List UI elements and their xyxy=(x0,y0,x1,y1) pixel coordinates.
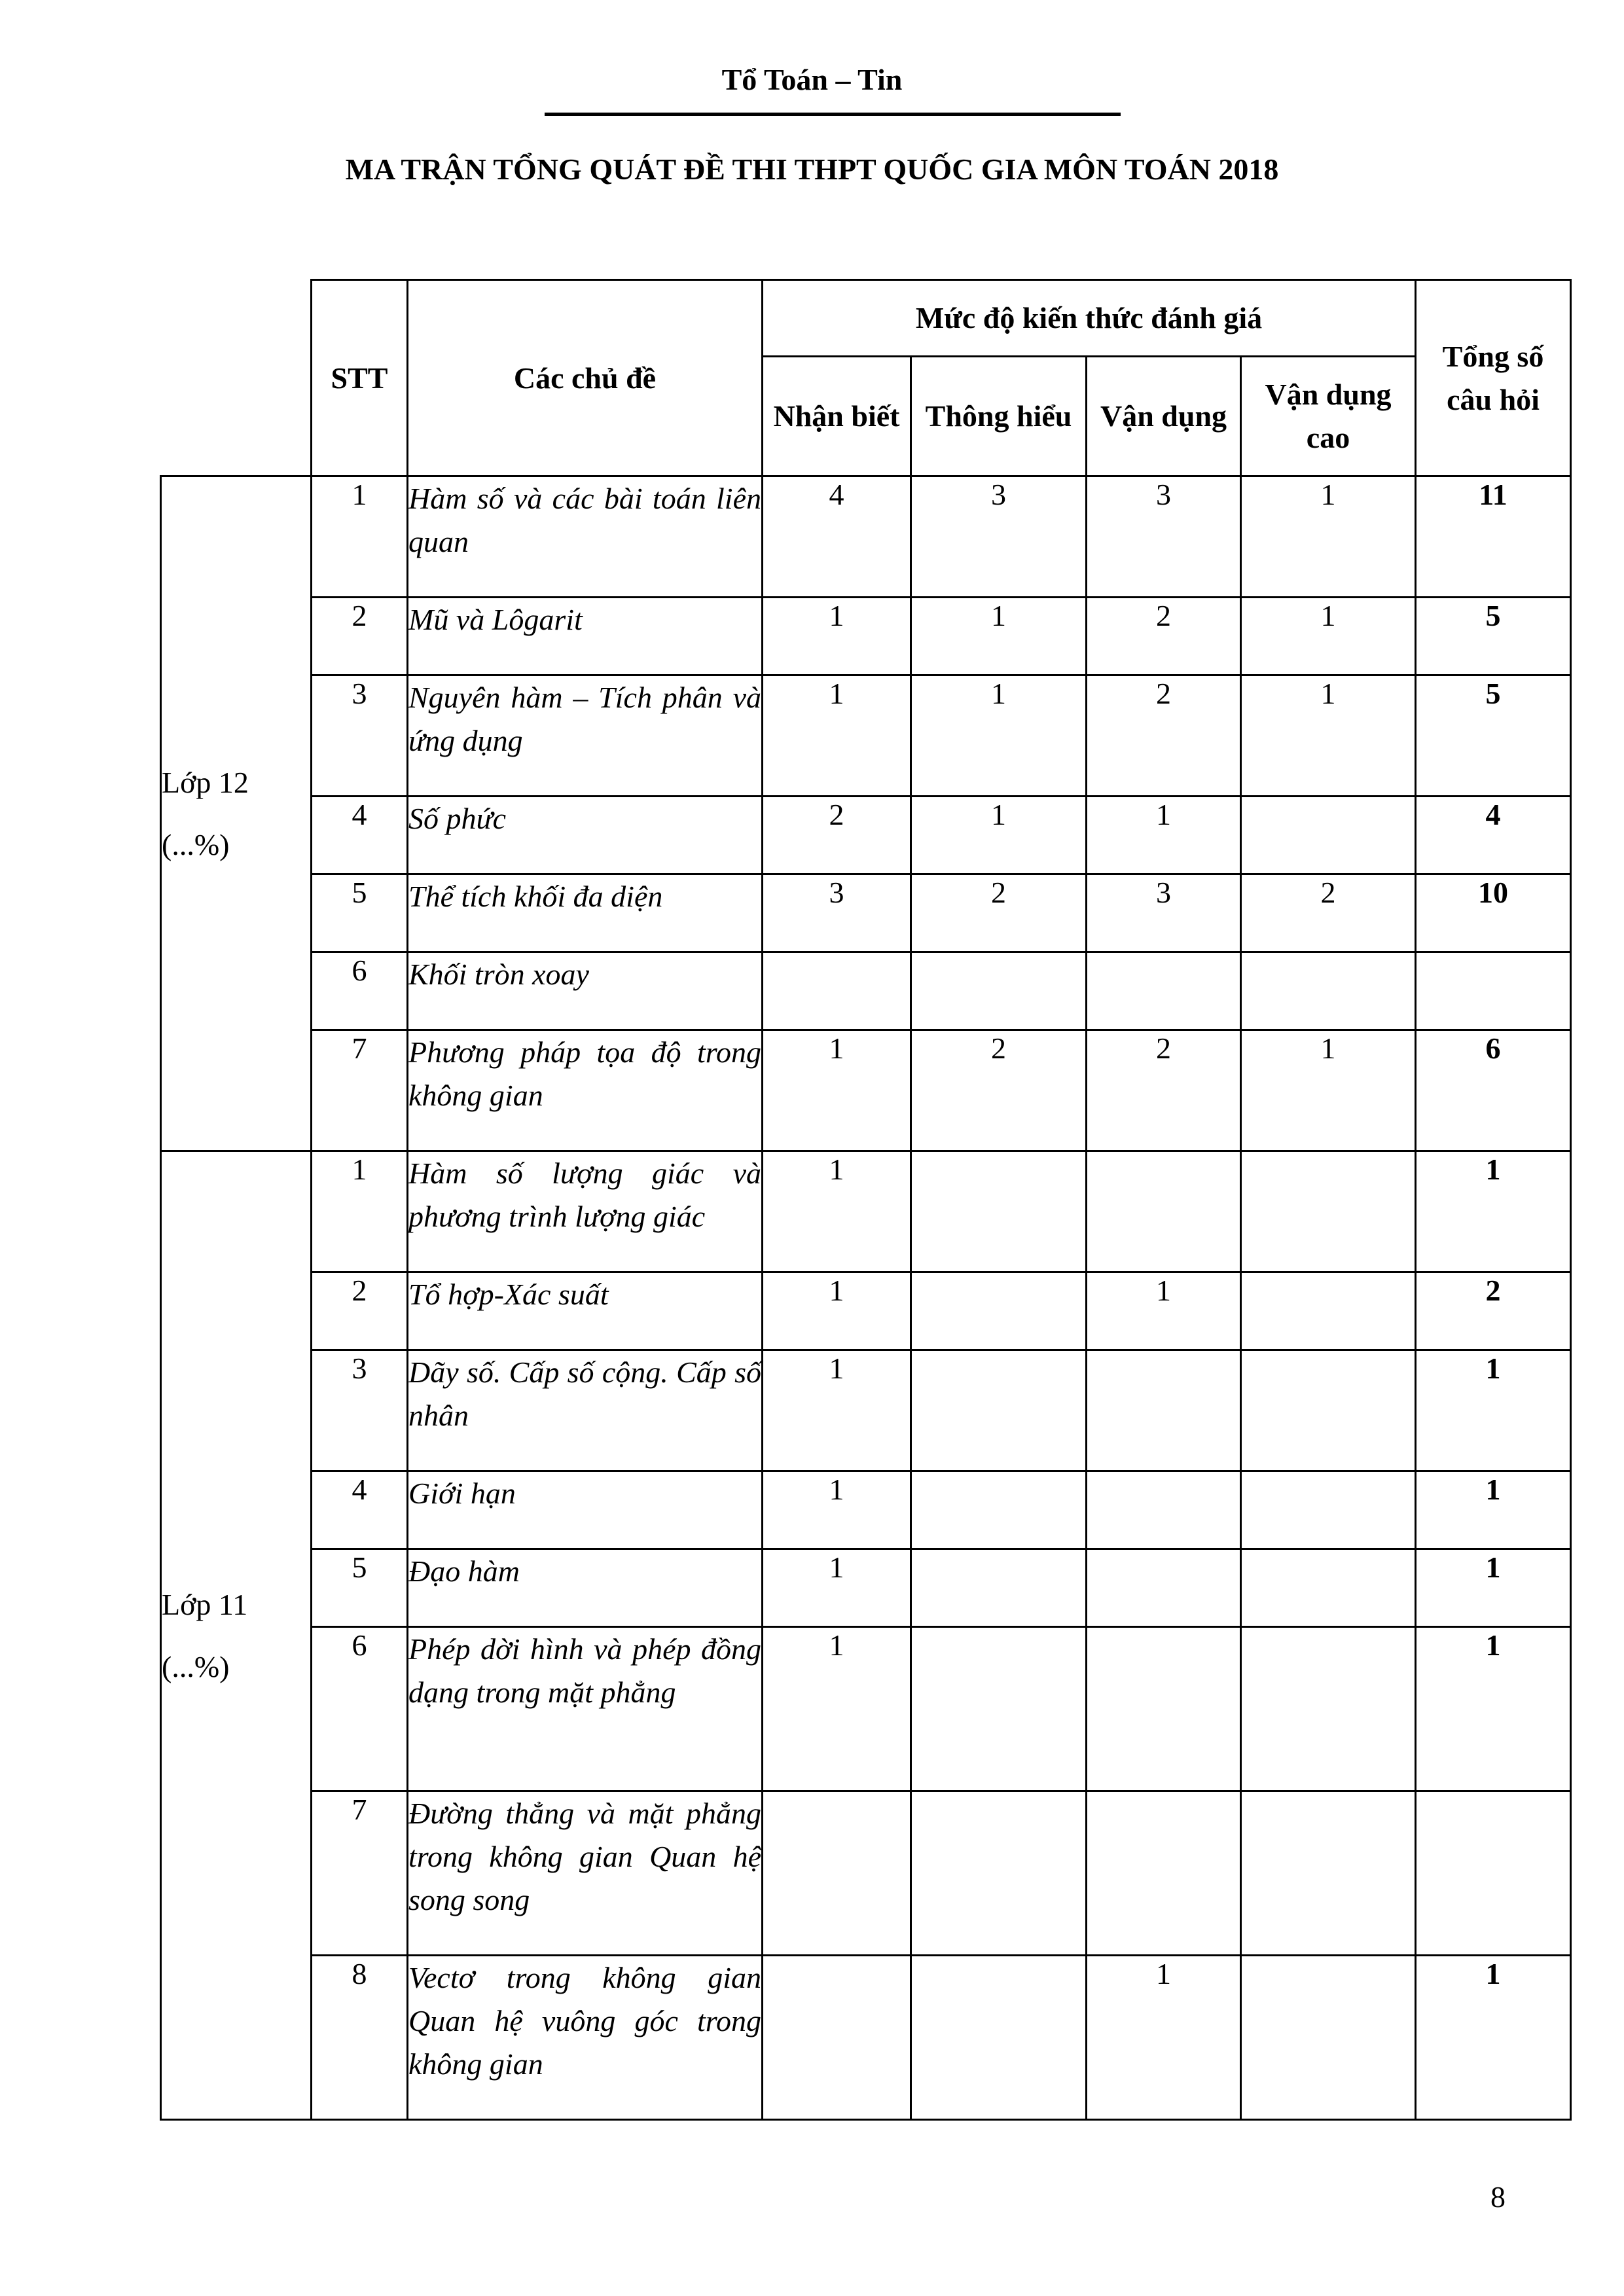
header-divider xyxy=(545,113,1121,116)
table-row xyxy=(161,476,1571,598)
row-stt: 1 xyxy=(312,1151,408,1272)
grade-label: Lớp 11 xyxy=(162,1587,248,1621)
row-topic: Đạo hàm xyxy=(408,1549,763,1627)
value-thong-hieu: 1 xyxy=(911,598,1087,675)
row-stt: 5 xyxy=(312,1549,408,1627)
grade-label: Lớp 12 xyxy=(162,766,249,799)
value-nhan-biet: 1 xyxy=(763,1627,911,1791)
row-total: 6 xyxy=(1416,1030,1571,1151)
table-row xyxy=(161,1627,1571,1791)
value-van-dung-cao: 2 xyxy=(1241,874,1416,952)
table-header xyxy=(161,280,1571,476)
grade-percent: (...%) xyxy=(162,1649,230,1683)
row-stt: 5 xyxy=(312,874,408,952)
row-stt: 3 xyxy=(312,675,408,797)
row-total: 1 xyxy=(1416,1627,1571,1791)
value-van-dung-cao: 1 xyxy=(1241,476,1416,598)
row-total xyxy=(1416,952,1571,1030)
row-stt: 7 xyxy=(312,1791,408,1956)
value-van-dung xyxy=(1087,952,1241,1030)
value-van-dung xyxy=(1087,1151,1241,1272)
value-thong-hieu xyxy=(911,952,1087,1030)
header-level-nhan-biet: Nhận biết xyxy=(763,357,911,476)
value-thong-hieu: 1 xyxy=(911,797,1087,874)
value-van-dung-cao xyxy=(1241,1471,1416,1549)
value-nhan-biet: 3 xyxy=(763,874,911,952)
row-stt: 4 xyxy=(312,1471,408,1549)
value-thong-hieu: 3 xyxy=(911,476,1087,598)
header-level-van-dung-cao: Vận dụng cao xyxy=(1241,357,1416,476)
value-thong-hieu xyxy=(911,1272,1087,1350)
table-row xyxy=(161,675,1571,797)
row-stt: 1 xyxy=(312,476,408,598)
header-level-group: Mức độ kiến thức đánh giá xyxy=(763,280,1416,357)
value-thong-hieu: 2 xyxy=(911,1030,1087,1151)
row-total: 1 xyxy=(1416,1151,1571,1272)
row-total: 1 xyxy=(1416,1350,1571,1471)
row-total: 1 xyxy=(1416,1956,1571,2120)
row-total: 5 xyxy=(1416,675,1571,797)
value-nhan-biet xyxy=(763,952,911,1030)
row-total: 1 xyxy=(1416,1549,1571,1627)
header-topics: Các chủ đề xyxy=(408,280,763,476)
row-total: 5 xyxy=(1416,598,1571,675)
table-row xyxy=(161,1151,1571,1272)
row-stt: 3 xyxy=(312,1350,408,1471)
table-row xyxy=(161,1272,1571,1350)
value-thong-hieu: 1 xyxy=(911,675,1087,797)
row-stt: 6 xyxy=(312,1627,408,1791)
value-nhan-biet xyxy=(763,1956,911,2120)
value-nhan-biet: 1 xyxy=(763,1272,911,1350)
header-level-van-dung: Vận dụng xyxy=(1087,357,1241,476)
row-total: 11 xyxy=(1416,476,1571,598)
row-stt: 2 xyxy=(312,1272,408,1350)
value-van-dung: 3 xyxy=(1087,874,1241,952)
grade-percent: (...%) xyxy=(162,828,230,861)
row-total: 2 xyxy=(1416,1272,1571,1350)
value-van-dung-cao: 1 xyxy=(1241,675,1416,797)
value-nhan-biet: 1 xyxy=(763,1151,911,1272)
row-topic: Hàm số và các bài toán liên quan xyxy=(408,476,763,598)
value-nhan-biet: 2 xyxy=(763,797,911,874)
value-van-dung: 3 xyxy=(1087,476,1241,598)
value-thong-hieu xyxy=(911,1549,1087,1627)
value-van-dung: 1 xyxy=(1087,1956,1241,2120)
row-topic: Hàm số lượng giác và phương trình lượng giác xyxy=(408,1151,763,1272)
row-topic: Số phức xyxy=(408,797,763,874)
table-row xyxy=(161,1549,1571,1627)
value-thong-hieu xyxy=(911,1791,1087,1956)
value-thong-hieu xyxy=(911,1151,1087,1272)
row-total xyxy=(1416,1791,1571,1956)
table-row xyxy=(161,598,1571,675)
value-van-dung-cao xyxy=(1241,797,1416,874)
row-topic: Khối tròn xoay xyxy=(408,952,763,1030)
page-title: MA TRẬN TỔNG QUÁT ĐỀ THI THPT QUỐC GIA MÔN TOÁN 2018 xyxy=(345,152,1279,186)
row-topic: Dãy số. Cấp số cộng. Cấp số nhân xyxy=(408,1350,763,1471)
corner-blank-cell xyxy=(161,280,312,476)
row-topic: Giới hạn xyxy=(408,1471,763,1549)
row-topic: Phép dời hình và phép đồng dạng trong mặt phẳng xyxy=(408,1627,763,1791)
table-row xyxy=(161,952,1571,1030)
value-van-dung-cao xyxy=(1241,1350,1416,1471)
table-row xyxy=(161,874,1571,952)
value-nhan-biet: 1 xyxy=(763,1350,911,1471)
value-van-dung xyxy=(1087,1471,1241,1549)
table-row xyxy=(161,797,1571,874)
value-van-dung-cao xyxy=(1241,1151,1416,1272)
value-van-dung xyxy=(1087,1549,1241,1627)
grade-11-section xyxy=(161,1151,1571,2120)
value-thong-hieu xyxy=(911,1350,1087,1471)
row-topic: Nguyên hàm – Tích phân và ứng dụng xyxy=(408,675,763,797)
value-van-dung: 2 xyxy=(1087,675,1241,797)
table-row xyxy=(161,1791,1571,1956)
value-van-dung-cao xyxy=(1241,952,1416,1030)
value-van-dung-cao xyxy=(1241,1956,1416,2120)
exam-matrix-table xyxy=(160,279,1572,2121)
value-van-dung: 2 xyxy=(1087,1030,1241,1151)
value-nhan-biet: 1 xyxy=(763,598,911,675)
value-nhan-biet: 1 xyxy=(763,1030,911,1151)
row-stt: 2 xyxy=(312,598,408,675)
page-header: Tổ Toán – Tin xyxy=(721,63,903,96)
value-van-dung-cao: 1 xyxy=(1241,1030,1416,1151)
value-nhan-biet xyxy=(763,1791,911,1956)
value-van-dung-cao xyxy=(1241,1791,1416,1956)
value-van-dung xyxy=(1087,1791,1241,1956)
value-van-dung xyxy=(1087,1627,1241,1791)
row-stt: 7 xyxy=(312,1030,408,1151)
value-thong-hieu: 2 xyxy=(911,874,1087,952)
value-van-dung-cao xyxy=(1241,1272,1416,1350)
value-nhan-biet: 1 xyxy=(763,1471,911,1549)
value-van-dung-cao: 1 xyxy=(1241,598,1416,675)
table-row xyxy=(161,1471,1571,1549)
row-topic: Mũ và Lôgarit xyxy=(408,598,763,675)
row-stt: 4 xyxy=(312,797,408,874)
value-van-dung: 1 xyxy=(1087,797,1241,874)
value-nhan-biet: 1 xyxy=(763,1549,911,1627)
row-total: 4 xyxy=(1416,797,1571,874)
header-total: Tổng số câu hỏi xyxy=(1416,280,1571,476)
value-van-dung: 1 xyxy=(1087,1272,1241,1350)
value-nhan-biet: 4 xyxy=(763,476,911,598)
value-van-dung xyxy=(1087,1350,1241,1471)
row-topic: Đường thẳng và mặt phẳng trong không gian Quan hệ song song xyxy=(408,1791,763,1956)
row-total: 10 xyxy=(1416,874,1571,952)
row-topic: Tổ hợp-Xác suất xyxy=(408,1272,763,1350)
value-thong-hieu xyxy=(911,1956,1087,2120)
grade-12-label-cell xyxy=(161,476,312,1151)
table-row xyxy=(161,1956,1571,2120)
header-stt: STT xyxy=(312,280,408,476)
page-number: 8 xyxy=(1490,2180,1506,2214)
value-van-dung: 2 xyxy=(1087,598,1241,675)
row-topic: Phương pháp tọa độ trong không gian xyxy=(408,1030,763,1151)
row-stt: 6 xyxy=(312,952,408,1030)
header-level-thong-hieu: Thông hiểu xyxy=(911,357,1087,476)
value-thong-hieu xyxy=(911,1471,1087,1549)
table-row xyxy=(161,1030,1571,1151)
grade-12-section xyxy=(161,476,1571,1151)
value-van-dung-cao xyxy=(1241,1627,1416,1791)
table-row xyxy=(161,1350,1571,1471)
value-nhan-biet: 1 xyxy=(763,675,911,797)
value-van-dung-cao xyxy=(1241,1549,1416,1627)
grade-11-label-cell xyxy=(161,1151,312,2120)
row-topic: Thể tích khối đa diện xyxy=(408,874,763,952)
row-stt: 8 xyxy=(312,1956,408,2120)
value-thong-hieu xyxy=(911,1627,1087,1791)
row-total: 1 xyxy=(1416,1471,1571,1549)
row-topic: Vectơ trong không gian Quan hệ vuông góc trong không gian xyxy=(408,1956,763,2120)
